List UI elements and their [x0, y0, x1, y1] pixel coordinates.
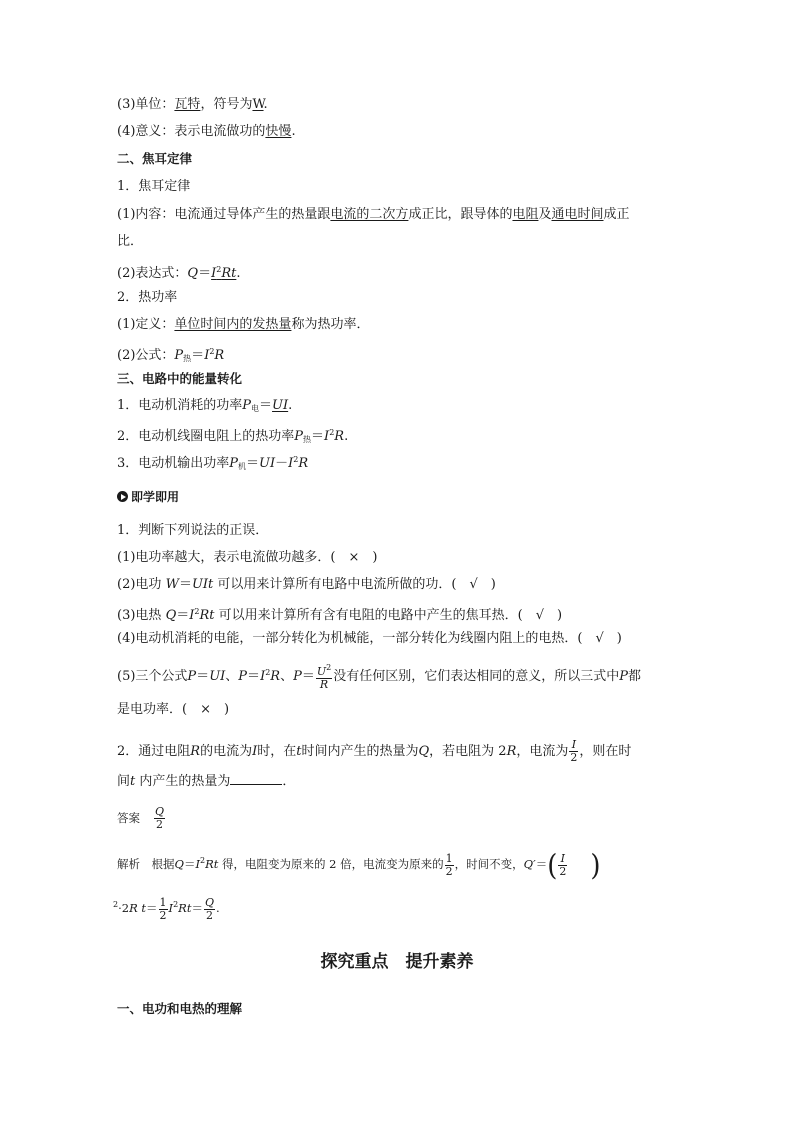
analysis-line: 解析 根据$Q=I^2Rt$ 得，电阻变为原来的 2 倍，电流变为原来的 $\frac{1}{2}$ ，时间不变，Q′＝( $\frac{I}{2}$ ) — [117, 849, 601, 883]
joule-expression: (2)表达式：$Q=I^2Rt$. — [117, 265, 241, 281]
q1-title: 1．判断下列说法的正误． — [117, 523, 269, 538]
heat-power-formula: (2)公式：$P_热=I^2R$ — [117, 347, 225, 363]
heat-power-definition: (1)定义：单位时间内的发热量称为热功率． — [117, 317, 370, 332]
statement-4: (4)电动机消耗的电能，一部分转化为机械能，一部分转化为线圈内阻上的电热．( √ ) — [117, 631, 622, 646]
i-over-2-paren-fraction: $\frac{I}{2}$ — [559, 851, 567, 878]
question-2: 2．通过电阻R的电流为I时，在t时间内产生的热量为Q，若电阻为 2R，电流为 $\frac{I}{2}$ ，则在时 — [117, 738, 632, 764]
answer-fraction: $\frac{Q}{2}$ — [155, 805, 165, 831]
meaning-answer: 快慢 — [265, 124, 292, 139]
u-squared-over-r-fraction: $\frac{U^2}{R}$ — [316, 663, 332, 691]
energy-item-2: 2．电动机线圈电阻上的热功率$P_热=I^2R$. — [117, 428, 349, 444]
unit-answer: 瓦特 — [174, 97, 201, 112]
joule-law-title: 1．焦耳定律 — [117, 179, 191, 194]
meaning-line: (4)意义：表示电流做功的快慢. — [117, 124, 296, 139]
joule-heading: 二、焦耳定律 — [117, 151, 193, 166]
one-half-fraction: $\frac{1}{2}$ — [445, 851, 453, 878]
answer-line: 答案 $\frac{Q}{2}$ — [117, 805, 165, 831]
half-fraction-2: $\frac{1}{2}$ — [159, 895, 167, 922]
question-2-line-2: 间t 内产生的热量为 ． — [117, 774, 296, 789]
q-over-2-fraction: $\frac{Q}{2}$ — [204, 895, 214, 922]
heat-power-title: 2．热功率 — [117, 290, 178, 305]
statement-3: (3)电热 $Q=I^2Rt$ 可以用来计算所有含有电阻的电路中产生的焦耳热．( √ ) — [117, 607, 563, 623]
exercise-label: 即学即用 — [117, 488, 179, 506]
joule-content-line: (1)内容：电流通过导体产生的热量跟电流的二次方成正比，跟导体的电阻及通电时间成正 — [117, 207, 630, 222]
analysis-line-2: $^2$·2R t＝ $\frac{1}{2}$ $I^2Rt=$ $\frac{Q}{2}$ . — [113, 895, 220, 922]
energy-heading: 三、电路中的能量转化 — [117, 371, 243, 386]
joule-content-line-2: 比． — [117, 234, 144, 249]
section-sub-heading: 一、电功和电热的理解 — [117, 1001, 243, 1016]
section-title: 探究重点 提升素养 — [320, 952, 474, 972]
i-over-2-fraction: $\frac{I}{2}$ — [570, 738, 578, 764]
answer-blank[interactable] — [230, 772, 282, 785]
play-circle-icon — [117, 491, 128, 502]
statement-5: (5)三个公式P＝UI、$P=I^2R$、P＝ $\frac{U^2}{R}$ 没有任何区别，它们表达相同的意义，所以三式中P都 — [117, 663, 642, 691]
energy-item-1: 1．电动机消耗的功率$P_电=UI$. — [117, 398, 293, 413]
statement-5-line-2: 是电功率．( × ) — [117, 702, 230, 717]
statement-1: (1)电功率越大，表示电流做功越多．( × ) — [117, 550, 378, 565]
unit-symbol: W — [252, 97, 264, 112]
energy-item-3: 3．电动机输出功率$P_机=UI-I^2R$ — [117, 455, 309, 471]
unit-line: (3)单位：瓦特，符号为W. — [117, 97, 268, 112]
statement-2: (2)电功 W＝UIt 可以用来计算所有电路中电流所做的功．( √ ) — [117, 577, 496, 592]
